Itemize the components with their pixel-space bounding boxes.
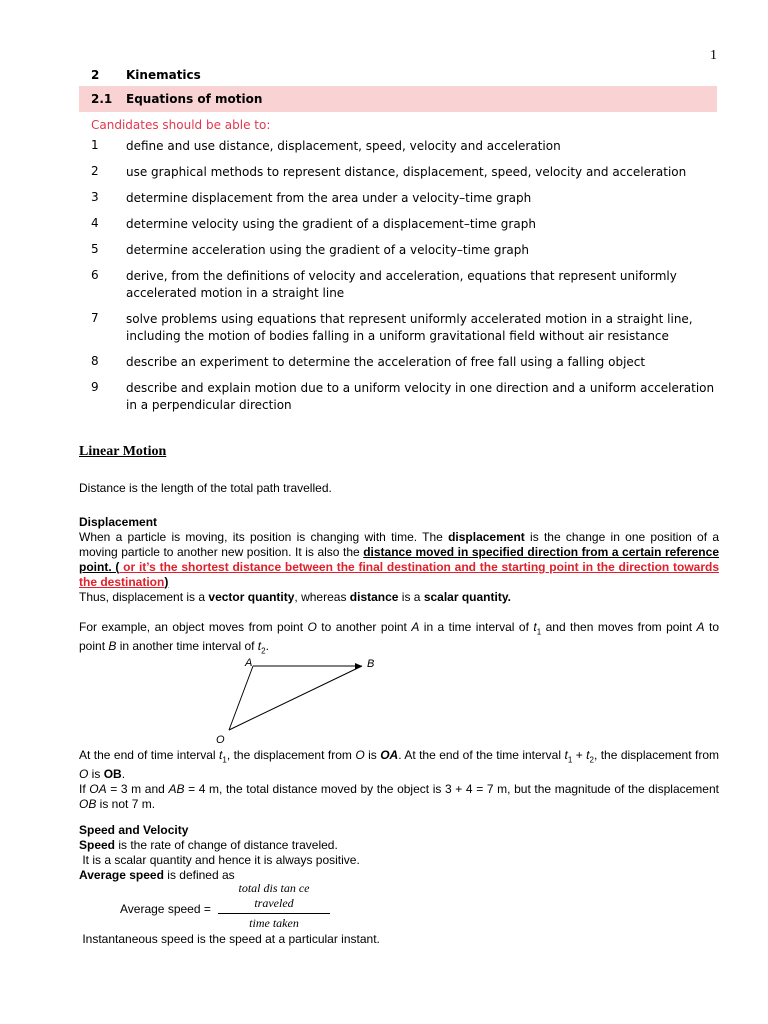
objective-text: determine velocity using the gradient of a displacement–time graph <box>126 217 536 231</box>
point-o-label: O <box>216 734 225 746</box>
objective-number: 8 <box>91 354 99 368</box>
displacement-paragraph: When a particle is moving, its position is changing with time. The displacement is the change in one position of a moving particle to another new position. It is also the distance moved in specified direction from a certain reference point. ( or it’s the shortest distance between the final destination and the starting point in the direction towards the destination) <box>79 530 719 589</box>
displacement-heading: Displacement <box>79 515 158 529</box>
objective-item <box>79 164 717 181</box>
objective-text: describe an experiment to determine the acceleration of free fall using a falling object <box>126 355 646 369</box>
objective-item <box>79 216 717 233</box>
objective-item <box>79 268 717 302</box>
objective-text: use graphical methods to represent distance, displacement, speed, velocity and acceleration <box>126 165 687 179</box>
objective-text: solve problems using equations that represent uniformly accelerated motion in a straight line, including the motion of bodies falling in a uniform gravitational field without air resistance <box>126 312 693 343</box>
objective-text: define and use distance, displacement, speed, velocity and acceleration <box>126 139 561 153</box>
objective-text: determine acceleration using the gradient of a velocity–time graph <box>126 243 529 257</box>
objective-item <box>79 311 717 345</box>
average-speed-intro: Average speed is defined as <box>79 868 235 882</box>
objective-text: describe and explain motion due to a uniform velocity in one direction and a uniform acceleration in a perpendicular direction <box>126 381 715 412</box>
objective-text: determine displacement from the area under a velocity–time graph <box>126 191 532 205</box>
objective-item <box>79 138 717 155</box>
speed-scalar-note: It is a scalar quantity and hence it is always positive. <box>79 853 360 867</box>
example-paragraph: For example, an object moves from point O to another point A in a time interval of $t_1$ and then moves from point A to point B in another time interval of $t_2$. <box>79 620 719 656</box>
instantaneous-speed-sentence: Instantaneous speed is the speed at a particular instant. <box>79 932 380 946</box>
syllabus-table <box>79 64 717 414</box>
objective-number: 1 <box>91 138 99 152</box>
objective-number: 6 <box>91 268 99 282</box>
displacement-block <box>79 515 719 605</box>
speed-velocity-heading: Speed and Velocity <box>79 823 189 837</box>
point-b-label: B <box>367 658 375 670</box>
vector-scalar-sentence: Thus, displacement is a vector quantity, whereas distance is a scalar quantity. <box>79 590 511 604</box>
displacement-diagram <box>216 655 386 747</box>
objective-number: 3 <box>91 190 99 204</box>
objective-item <box>79 380 717 414</box>
distance-definition: Distance is the length of the total path travelled. <box>79 481 332 495</box>
objective-item <box>79 190 717 207</box>
syllabus-subsection-row <box>79 86 717 112</box>
objective-number: 9 <box>91 380 99 394</box>
section-number: 2 <box>91 68 100 82</box>
subsection-title: Equations of motion <box>126 92 263 106</box>
average-speed-formula <box>218 881 330 931</box>
objective-item <box>79 242 717 259</box>
speed-velocity-block <box>79 823 719 883</box>
average-speed-label: Average speed = <box>120 902 211 916</box>
linear-motion-title: Linear Motion <box>79 444 167 459</box>
speed-definition: Speed is the rate of change of distance traveled. <box>79 838 338 852</box>
point-a-label: A <box>245 657 253 669</box>
objective-number: 5 <box>91 242 99 256</box>
page-number: 1 <box>710 48 717 63</box>
objective-number: 2 <box>91 164 99 178</box>
distance-vs-displacement-sentence: If OA = 3 m and AB = 4 m, the total distance moved by the object is 3 + 4 = 7 m, but the magnitude of the displacement OB is not 7 m. <box>79 782 719 812</box>
section-title: Kinematics <box>126 68 201 82</box>
objective-item <box>79 354 717 371</box>
objective-text: derive, from the definitions of velocity and acceleration, equations that represent uniformly accelerated motion in a straight line <box>126 269 677 300</box>
objective-number: 7 <box>91 311 99 325</box>
objective-number: 4 <box>91 216 99 230</box>
formula-numerator: total dis tan ce traveled <box>218 881 330 914</box>
syllabus-section-row <box>79 64 717 86</box>
syllabus-intro: Candidates should be able to: <box>91 118 271 132</box>
subsection-number: 2.1 <box>91 92 113 106</box>
formula-denominator: time taken <box>249 916 299 930</box>
objectives-list <box>79 138 717 414</box>
displacement-result-paragraph <box>79 748 719 812</box>
end-interval-sentence: At the end of time interval $t_1$, the displacement from O is OA. At the end of the time interval $t_1 + t_2$, the displacement from O is OB. <box>79 748 719 782</box>
